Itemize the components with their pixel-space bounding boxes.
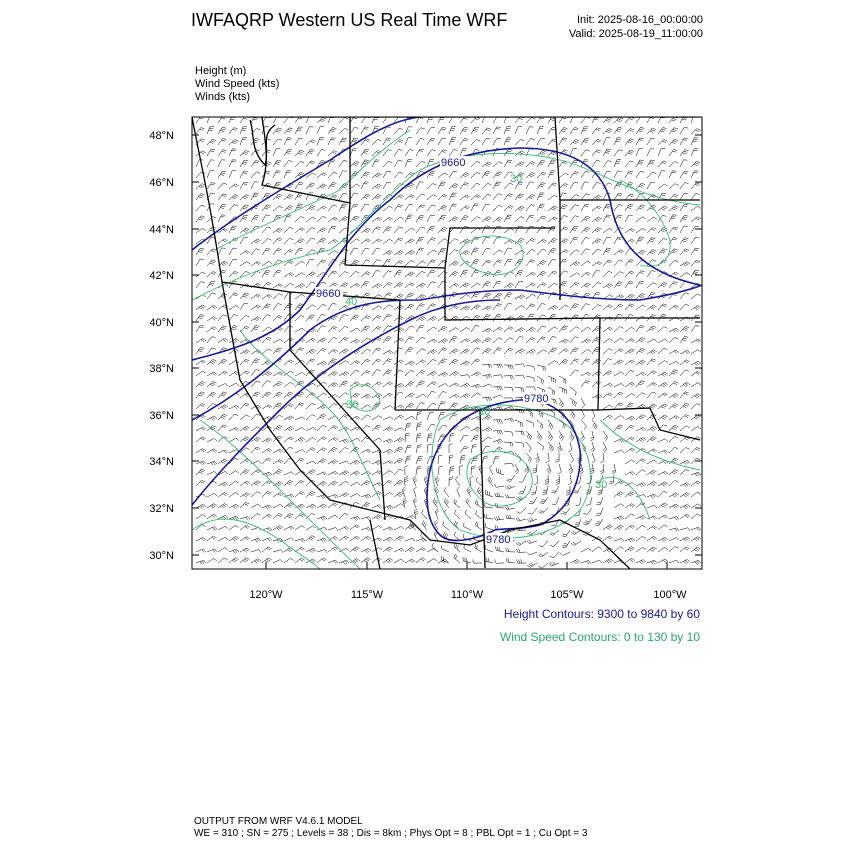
lat-label-42: 42°N (149, 270, 174, 282)
wind-label-30-east: 30 (595, 479, 608, 491)
wind-label-30-north: 30 (510, 173, 523, 185)
lat-label-34: 34°N (149, 456, 174, 468)
lat-label-38: 38°N (149, 363, 174, 375)
lon-label-115: 115°W (350, 589, 384, 601)
map-content (192, 115, 702, 569)
lon-label-120: 120°W (249, 589, 283, 601)
field-height: Height (m) (195, 65, 247, 77)
field-winds: Winds (kts) (195, 91, 250, 103)
lat-label-32: 32°N (149, 503, 174, 515)
height-label-9780-south: 9780 (486, 534, 511, 546)
wind-speed-contours (192, 130, 700, 569)
plot-title: IWFAQRP Western US Real Time WRF (191, 10, 508, 30)
valid-time: Valid: 2025-08-19_11:00:00 (568, 28, 703, 40)
field-wind-speed: Wind Speed (kts) (195, 78, 280, 90)
height-label-9780-east: 9780 (524, 393, 549, 405)
lat-labels (149, 130, 174, 562)
lon-labels (249, 589, 687, 601)
lat-label-30: 30°N (149, 550, 174, 562)
lon-ticks (266, 562, 667, 569)
lat-label-44: 44°N (149, 224, 174, 236)
lat-label-36: 36°N (149, 410, 174, 422)
map-frame (192, 117, 702, 569)
init-time: Init: 2025-08-16_00:00:00 (577, 14, 703, 26)
lat-label-40: 40°N (149, 317, 174, 329)
model-config: WE = 310 ; SN = 275 ; Levels = 38 ; Dis = 8km ; Phys Opt = 8 ; PBL Opt = 1 ; Cu Opt = 3 (194, 828, 588, 839)
model-version: OUTPUT FROM WRF V4.6.1 MODEL (194, 816, 363, 827)
lat-label-46: 46°N (149, 177, 174, 189)
height-contour-info: Height Contours: 9300 to 9840 by 60 (503, 607, 700, 621)
lon-label-105: 105°W (550, 589, 584, 601)
lon-label-110: 110°W (450, 589, 484, 601)
wind-label-30-south: 30 (478, 406, 491, 418)
lat-label-48: 48°N (149, 130, 174, 142)
wind-contour-info: Wind Speed Contours: 0 to 130 by 10 (499, 630, 700, 644)
wind-label-30-west: 30 (346, 399, 359, 411)
model-footer (194, 816, 587, 840)
wind-label-40: 40 (345, 296, 358, 308)
height-label-9660-north: 9660 (441, 157, 466, 169)
lon-label-100: 100°W (653, 589, 687, 601)
height-label-9660-west: 9660 (316, 288, 341, 300)
height-contours (192, 117, 702, 540)
